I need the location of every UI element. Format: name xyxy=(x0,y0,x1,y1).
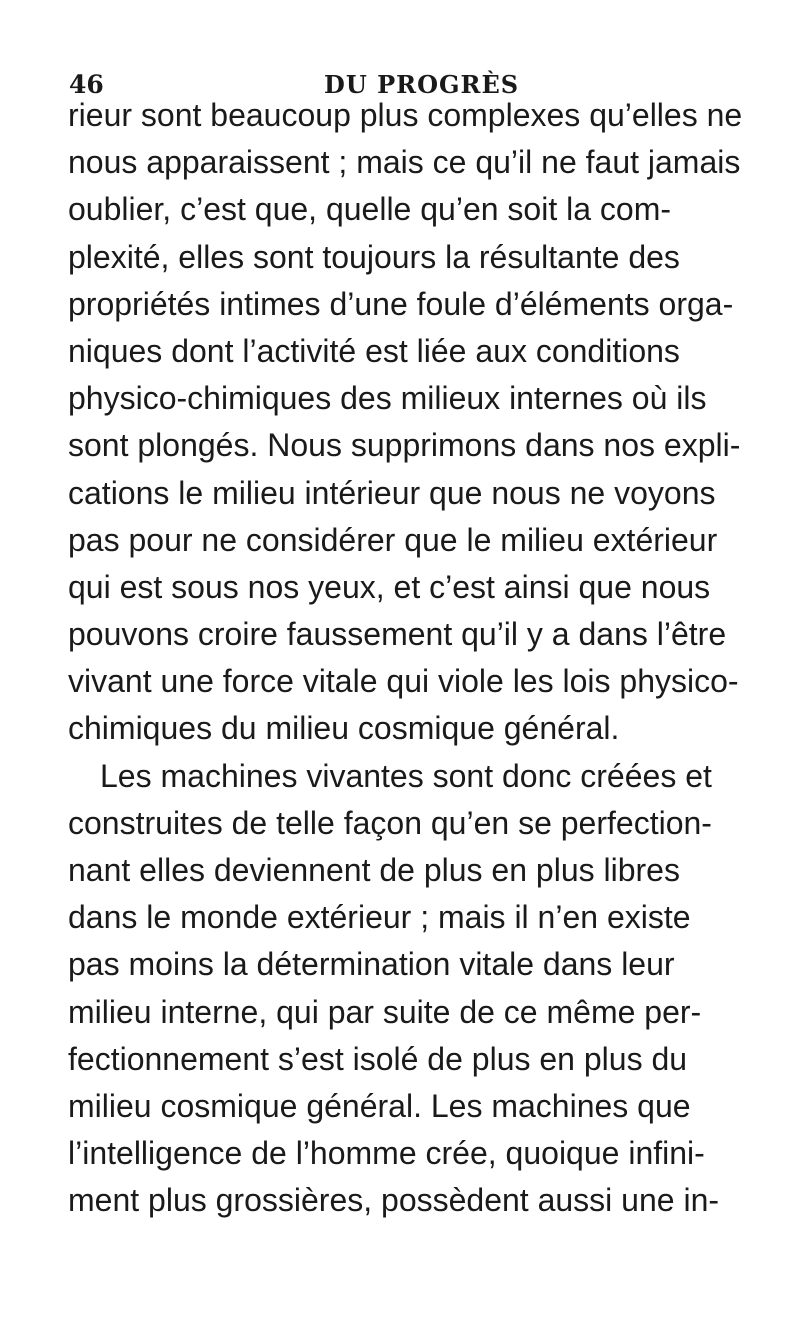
text-line: cations le milieu intérieur que nous ne voyons xyxy=(68,474,716,511)
page-number: 46 xyxy=(69,70,104,99)
text-line: niques dont l’activité est liée aux conditions xyxy=(68,332,680,369)
text-line: pouvons croire faussement qu’il y a dans l’être xyxy=(68,616,727,653)
text-line: chimiques du milieu cosmique général. xyxy=(68,710,620,747)
text-line: physico-chimiques des milieux internes où ils xyxy=(68,380,707,417)
body-text xyxy=(68,92,748,1225)
text-line: oublier, c’est que, quelle qu’en soit la com- xyxy=(68,191,672,228)
text-line: fectionnement s’est isolé de plus en plus du xyxy=(68,1040,688,1077)
text-line: construites de telle façon qu’en se perfection- xyxy=(68,804,712,841)
text-line: propriétés intimes d’une foule d’éléments orga- xyxy=(68,285,734,322)
text-line: milieu cosmique général. Les machines que xyxy=(68,1087,691,1124)
running-head: DU PROGRÈS xyxy=(324,70,520,99)
text-line: dans le monde extérieur ; mais il n’en existe xyxy=(68,899,691,936)
text-line: ment plus grossières, possèdent aussi une in- xyxy=(68,1182,720,1219)
text-line: l’intelligence de l’homme crée, quoique infini- xyxy=(68,1135,705,1172)
text-line: rieur sont beaucoup plus complexes qu’elles ne xyxy=(68,97,743,133)
text-line: qui est sous nos yeux, et c’est ainsi que nous xyxy=(68,568,711,605)
text-line: pas moins la détermination vitale dans leur xyxy=(68,946,675,983)
text-line: pas pour ne considérer que le milieu extérieur xyxy=(68,521,718,558)
paragraph-start-line: Les machines vivantes sont donc créées et xyxy=(100,757,712,794)
text-line: nant elles deviennent de plus en plus libres xyxy=(68,852,680,888)
text-line: sont plongés. Nous supprimons dans nos expli- xyxy=(68,427,741,464)
text-line: plexité, elles sont toujours la résultante des xyxy=(68,238,680,275)
text-line: vivant une force vitale qui viole les lois physico- xyxy=(68,663,739,700)
text-line: milieu interne, qui par suite de ce même per- xyxy=(68,993,702,1030)
text-line: nous apparaissent ; mais ce qu’il ne faut jamais xyxy=(68,144,741,181)
